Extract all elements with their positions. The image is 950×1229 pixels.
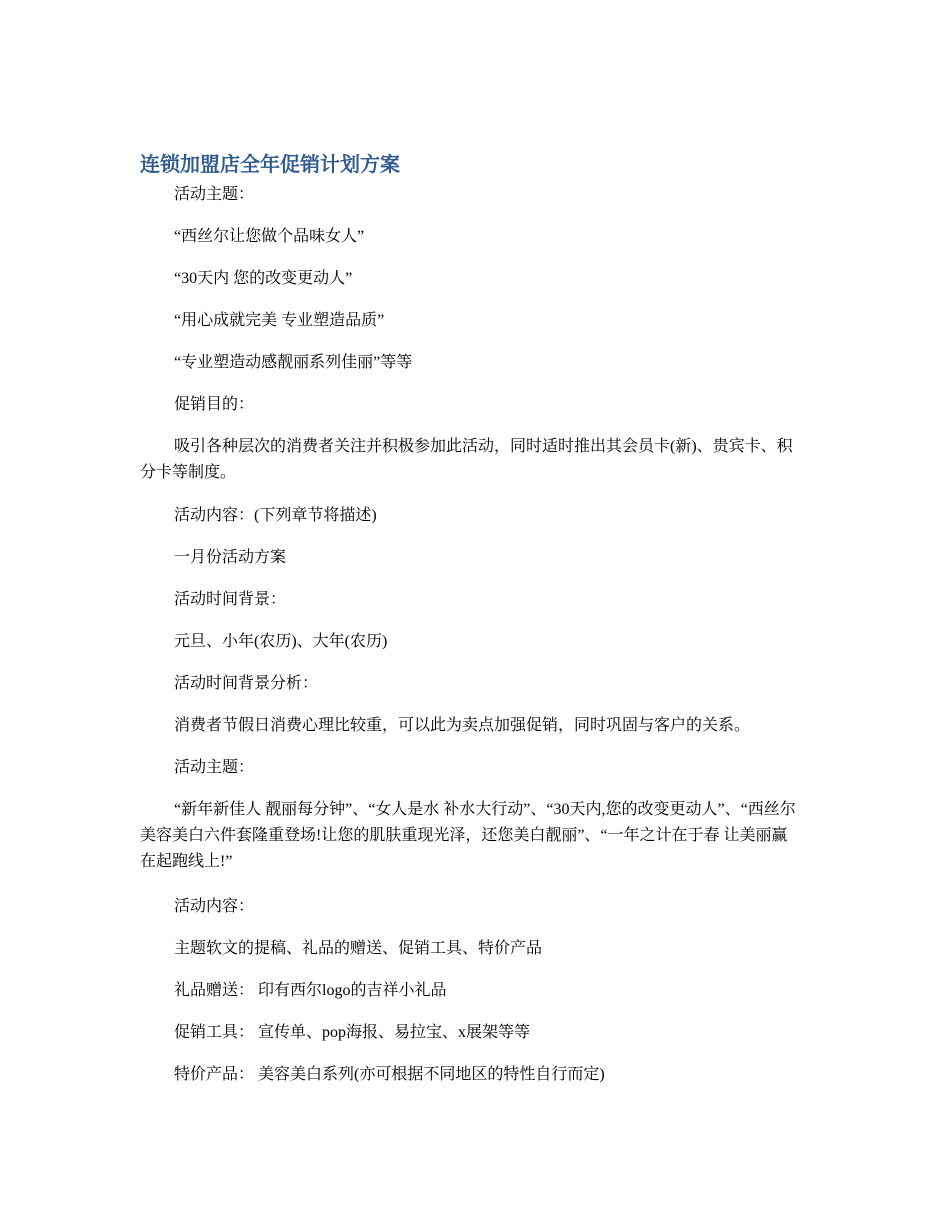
- paragraph: “西丝尔让您做个品味女人”: [174, 228, 365, 245]
- paragraph: “专业塑造动感靓丽系列佳丽”等等: [174, 354, 413, 371]
- paragraph: 特价产品： 美容美白系列(亦可根据不同地区的特性自行而定): [174, 1066, 605, 1083]
- paragraph: 吸引各种层次的消费者关注并积极参加此活动，同时适时推出其会员卡(新)、贵宾卡、积分卡等制度。: [140, 438, 793, 481]
- paragraph: 活动时间背景分析：: [174, 675, 319, 692]
- paragraph: 活动主题：: [174, 759, 255, 776]
- paragraph: “用心成就完美 专业塑造品质”: [174, 312, 385, 329]
- paragraph: 活动主题：: [174, 186, 255, 203]
- paragraph: 元旦、小年(农历)、大年(农历): [174, 633, 388, 650]
- paragraph: “30天内 您的改变更动人”: [174, 270, 353, 287]
- paragraph: 礼品赠送： 印有西尔logo的吉祥小礼品: [174, 982, 447, 999]
- paragraph: “新年新佳人 靓丽每分钟”、“女人是水 补水大行动”、“30天内,您的改变更动人”、“西丝尔美容美白六件套隆重登场!让您的肌肤重现光泽，还您美白靓丽”、“一年之计在于春 让美丽赢在起跑线上!”: [140, 801, 796, 870]
- paragraph: 一月份活动方案: [174, 549, 287, 566]
- paragraph: 主题软文的提稿、礼品的赠送、促销工具、特价产品: [174, 940, 543, 957]
- paragraph: 消费者节假日消费心理比较重，可以此为卖点加强促销，同时巩固与客户的关系。: [174, 717, 751, 734]
- paragraph: 活动内容：(下列章节将描述): [174, 507, 377, 524]
- paragraph: 促销工具： 宣传单、pop海报、易拉宝、x展架等等: [174, 1024, 531, 1041]
- document-title: 连锁加盟店全年促销计划方案: [140, 152, 400, 176]
- paragraph: 活动时间背景：: [174, 591, 287, 608]
- paragraph: 活动内容：: [174, 898, 255, 915]
- paragraph: 促销目的：: [174, 396, 255, 413]
